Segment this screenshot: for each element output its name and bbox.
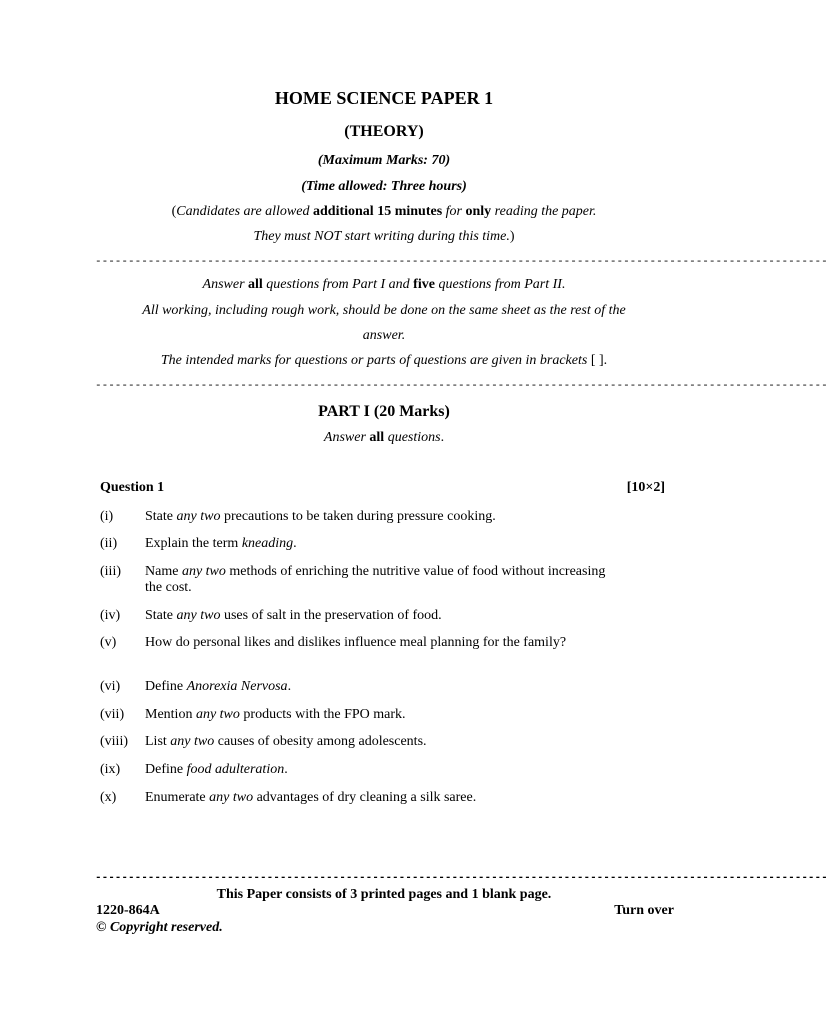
paper-title: HOME SCIENCE PAPER 1 <box>274 88 494 108</box>
instr-bold: five <box>413 277 435 292</box>
question-item <box>100 536 620 552</box>
part-sub-text: . <box>440 430 445 445</box>
time-allowed: (Time allowed: Three hours) <box>301 179 467 194</box>
question-emphasis: any two <box>176 608 221 623</box>
question-emphasis: any two <box>176 509 221 524</box>
question-text: Enumerate <box>145 790 210 805</box>
question-item <box>100 635 620 651</box>
page-count-note: This Paper consists of 3 printed pages and 1 blank page. <box>216 887 552 902</box>
instr-text: questions from Part I and <box>262 277 414 292</box>
question-marks: [10×2] <box>626 480 665 495</box>
question-text: products with the FPO mark. <box>239 707 406 722</box>
question-item-number: (iii) <box>100 564 121 579</box>
question-item <box>100 608 620 624</box>
question-item-text <box>145 564 620 596</box>
question-item-number: (ii) <box>100 536 118 551</box>
question-item-text <box>145 679 620 695</box>
question-item <box>100 679 620 695</box>
question-emphasis: Anorexia Nervosa <box>186 679 288 694</box>
instr-bold: all <box>248 277 263 292</box>
note-text: Candidates are allowed <box>176 204 313 219</box>
question-text: Name <box>145 564 182 579</box>
question-item <box>100 734 620 750</box>
note-text: They must NOT start writing during this time. <box>253 229 510 244</box>
question-emphasis: any two <box>195 707 240 722</box>
note-bold: additional 15 minutes <box>313 204 443 219</box>
part-title: PART I (20 Marks) <box>318 403 450 420</box>
question-text: advantages of dry cleaning a silk saree. <box>253 790 477 805</box>
paren-open: ( <box>171 204 177 219</box>
part-instruction <box>0 430 768 446</box>
question-item-number: (iv) <box>100 608 121 623</box>
question-text: Define <box>145 762 187 777</box>
question-item-text <box>145 762 620 778</box>
question-item-number: (ix) <box>100 762 121 777</box>
question-item-number: (vii) <box>100 707 125 722</box>
question-item <box>100 762 620 778</box>
separator-line: --------------------------------------------------------------------------------------------------------------- <box>95 380 828 392</box>
question-heading: Question 1 <box>100 480 165 495</box>
note-text: reading the paper. <box>491 204 597 219</box>
question-item-number: (i) <box>100 509 114 524</box>
question-emphasis: any two <box>209 790 254 805</box>
separator-line: --------------------------------------------------------------------------------------------------------------- <box>95 256 828 268</box>
question-item <box>100 564 620 596</box>
question-text: precautions to be taken during pressure cooking. <box>220 509 496 524</box>
question-text: How do personal likes and dislikes influence meal planning for the family? <box>145 635 567 650</box>
footer-separator: --------------------------------------------------------------------------------------------------------------- <box>95 872 828 884</box>
question-text: State <box>145 509 177 524</box>
instruction-line3: answer. <box>362 328 406 343</box>
paren-close: ) <box>509 229 515 244</box>
turn-over: Turn over <box>614 903 674 918</box>
instruction-line2: All working, including rough work, should be done on the same sheet as the rest of the <box>142 303 626 318</box>
question-text: Mention <box>145 707 196 722</box>
question-item-number: (v) <box>100 635 117 650</box>
question-emphasis: food adulteration <box>186 762 285 777</box>
paper-subtitle: (THEORY) <box>344 123 424 140</box>
part-sub-text: Answer <box>323 430 370 445</box>
copyright-notice: © Copyright reserved. <box>96 920 223 935</box>
note-text: for <box>442 204 466 219</box>
instr-text: Answer <box>202 277 249 292</box>
question-text: List <box>145 734 171 749</box>
question-item-text <box>145 734 620 750</box>
question-text: . <box>287 679 292 694</box>
instr-text: . <box>603 353 608 368</box>
question-text: . <box>284 762 288 777</box>
question-item-text <box>145 707 620 723</box>
maximum-marks: (Maximum Marks: 70) <box>317 153 451 168</box>
question-text: Explain the term <box>145 536 242 551</box>
question-item <box>100 790 620 806</box>
question-item-text <box>145 536 620 552</box>
part-sub-bold: all <box>369 430 385 445</box>
question-text: Define <box>145 679 187 694</box>
question-item <box>100 707 620 723</box>
question-item-number: (viii) <box>100 734 128 749</box>
instr-text: questions from Part II. <box>434 277 566 292</box>
question-item-text <box>145 635 620 651</box>
note-bold: only <box>465 204 492 219</box>
part-sub-text: questions <box>384 430 441 445</box>
instr-text: The intended marks for questions or parts of questions are given in brackets <box>160 353 591 368</box>
question-item <box>100 509 620 525</box>
brackets: [ ] <box>590 353 604 368</box>
instruction-line4 <box>0 353 768 369</box>
question-text: State <box>145 608 177 623</box>
question-text: methods of enriching the nutritive value of food without increasing the cost. <box>145 564 606 595</box>
paper-code: 1220-864A <box>96 903 160 918</box>
reading-time-note-line1 <box>0 204 768 220</box>
question-emphasis: kneading <box>241 536 294 551</box>
instruction-line1 <box>0 277 768 293</box>
question-item-text <box>145 790 620 806</box>
question-item-number: (x) <box>100 790 117 805</box>
question-text: uses of salt in the preservation of food. <box>220 608 442 623</box>
question-text: . <box>293 536 297 551</box>
question-text: causes of obesity among adolescents. <box>214 734 427 749</box>
question-item-number: (vi) <box>100 679 121 694</box>
question-emphasis: any two <box>170 734 215 749</box>
question-emphasis: any two <box>181 564 226 579</box>
question-item-text <box>145 509 620 525</box>
question-item-text <box>145 608 620 624</box>
reading-time-note-line2 <box>0 229 768 245</box>
